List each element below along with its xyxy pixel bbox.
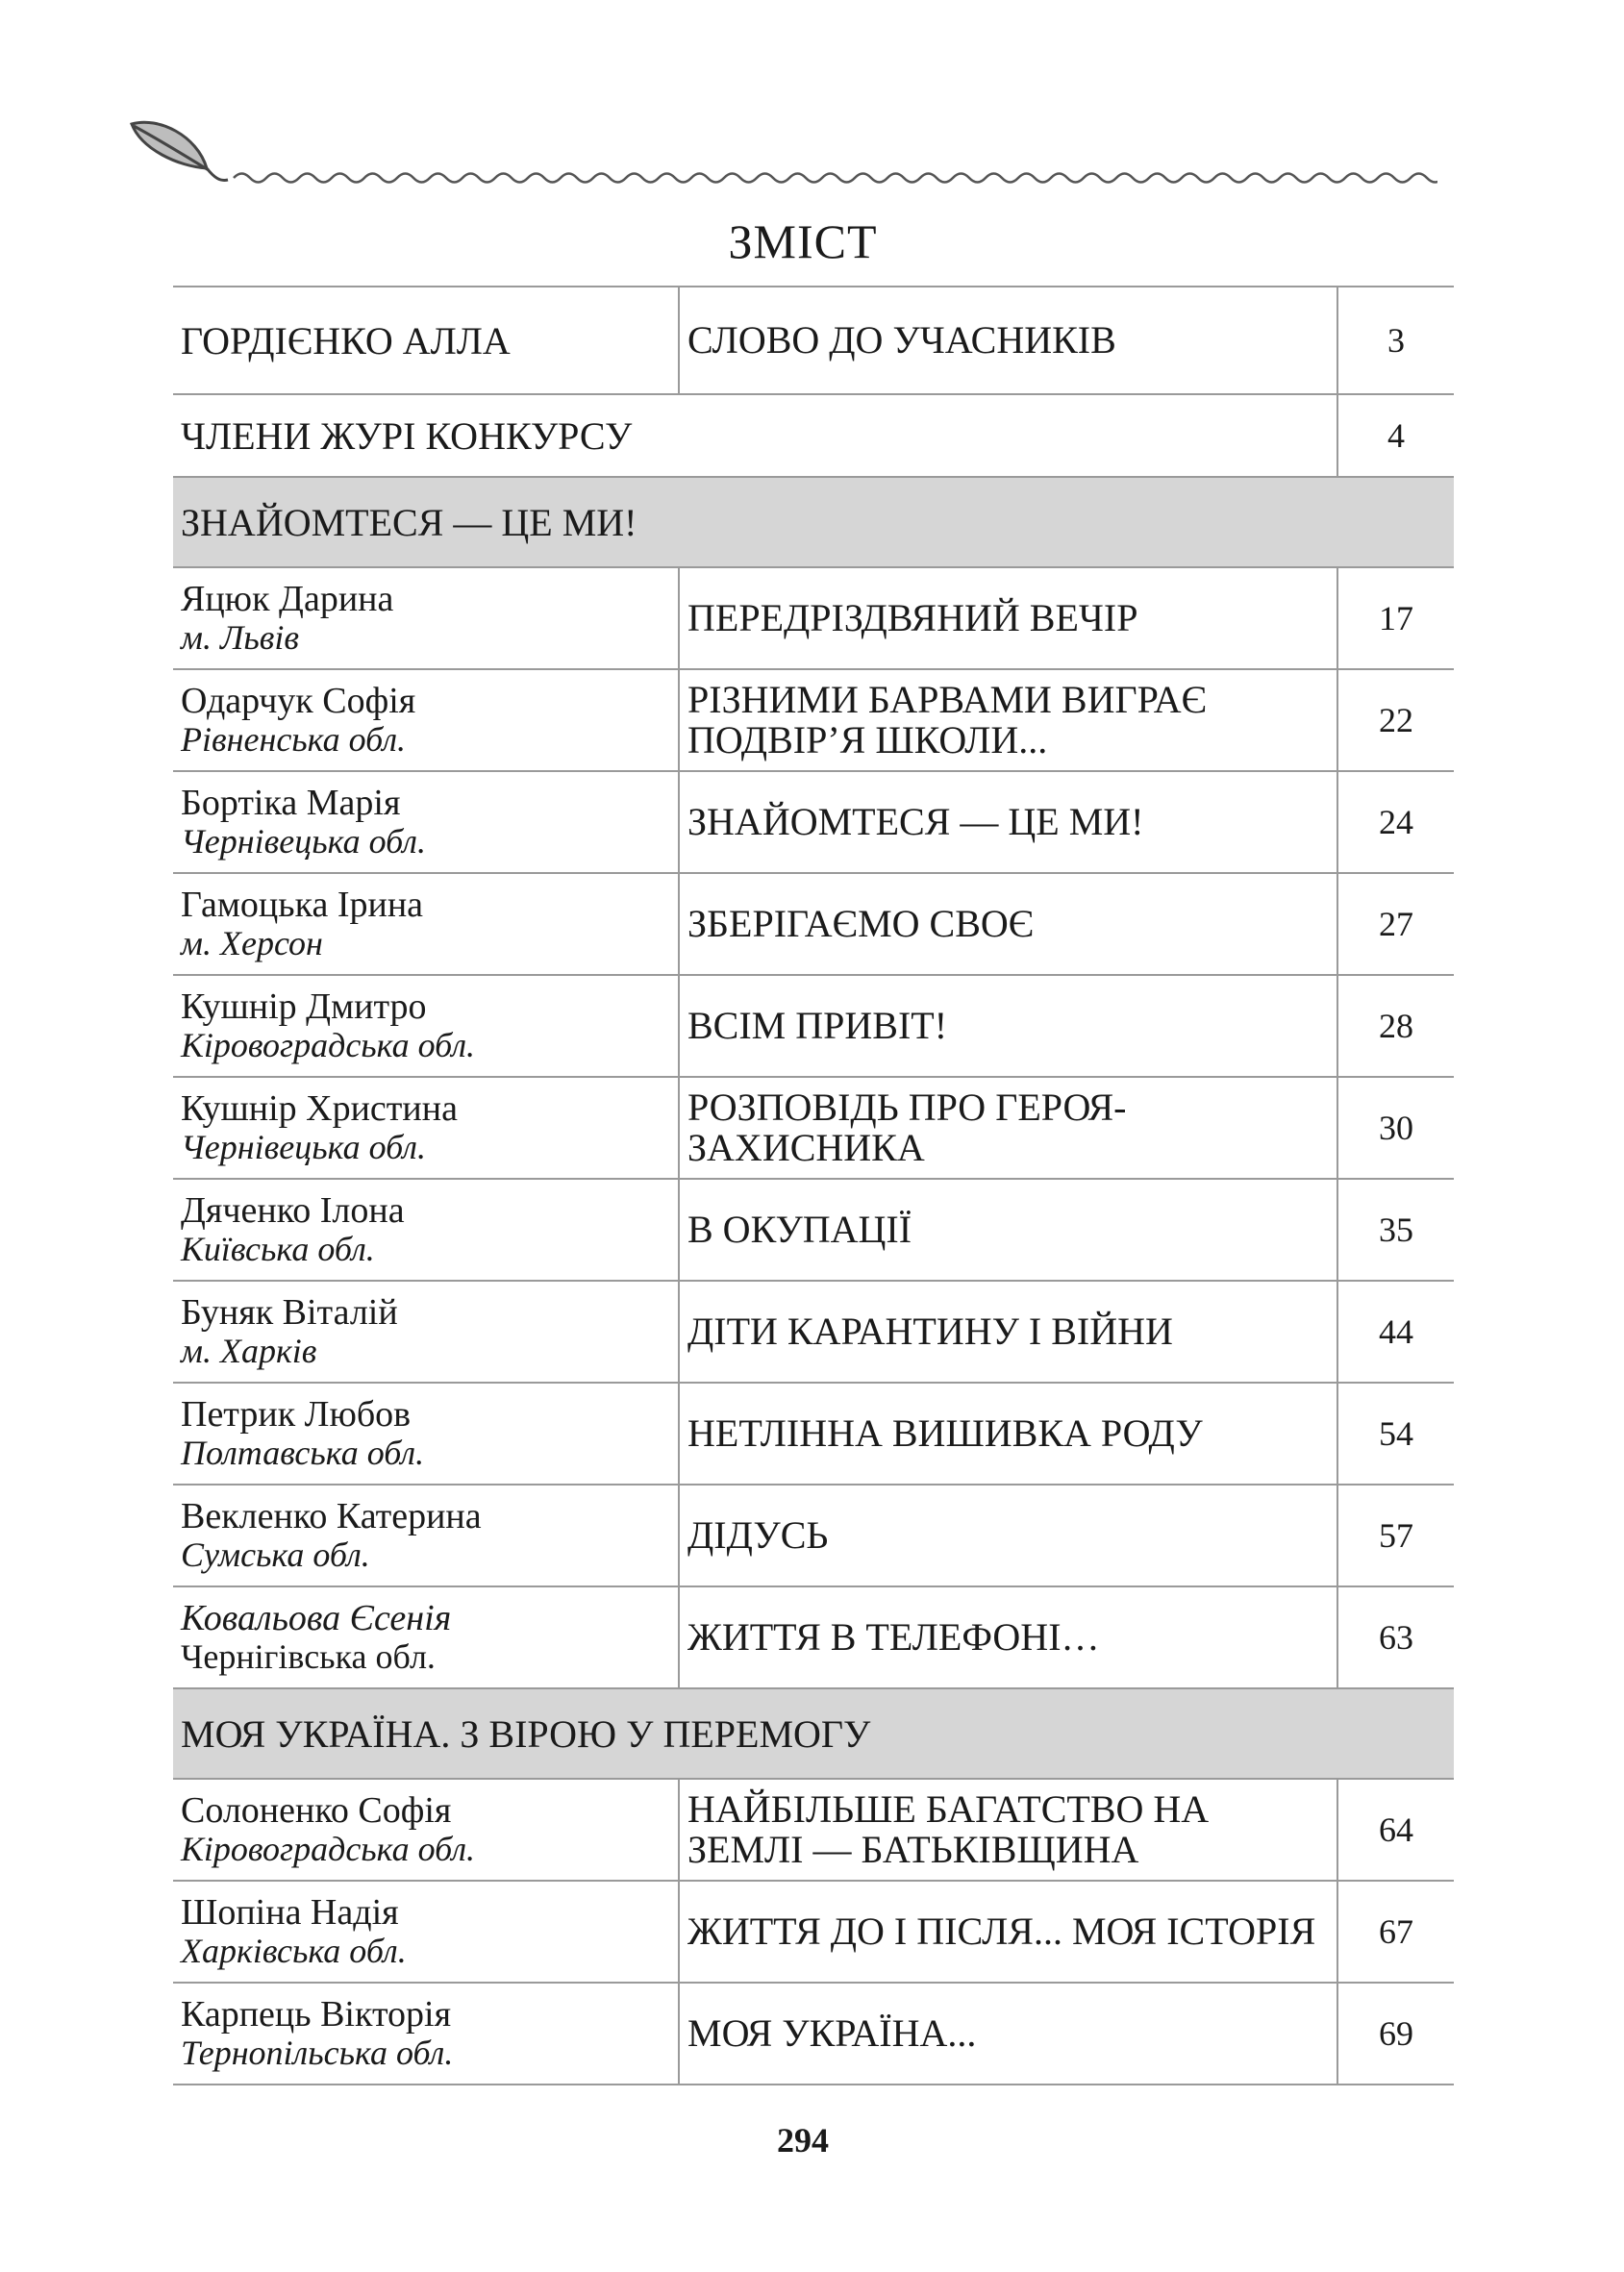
toc-entry-row[interactable] — [173, 873, 1454, 975]
toc-entry-title: РОЗПОВІДЬ ПРО ГЕРОЯ-ЗАХИСНИКА — [679, 1077, 1337, 1179]
toc-entry-page: 67 — [1337, 1881, 1454, 1983]
author-region: Чернівецька обл. — [181, 822, 427, 861]
toc-entry-page: 44 — [1337, 1281, 1454, 1383]
author-region: Харківська обл. — [181, 1932, 407, 1970]
author-name: Шопіна Надія — [181, 1892, 399, 1933]
author-region: Київська обл. — [181, 1230, 375, 1268]
wave-line — [234, 174, 1437, 183]
toc-entry-page: 28 — [1337, 975, 1454, 1077]
toc-entry-title: ЖИТТЯ В ТЕЛЕФОНІ… — [679, 1586, 1337, 1688]
author-region: Чернігівська обл. — [181, 1637, 436, 1676]
toc-entry-author — [173, 1179, 679, 1281]
toc-section-header — [173, 1688, 1454, 1779]
toc-entry-row[interactable] — [173, 567, 1454, 669]
toc-entry-page: 69 — [1337, 1983, 1454, 2085]
author-name: Петрик Любов — [181, 1394, 412, 1435]
toc-entry-title: ДІДУСЬ — [679, 1485, 1337, 1586]
author-name: Буняк Віталій — [181, 1292, 398, 1333]
toc-intro-title: СЛОВО ДО УЧАСНИКІВ — [679, 287, 1337, 394]
author-name: Дяченко Ілона — [181, 1190, 405, 1231]
toc-entry-author — [173, 1077, 679, 1179]
author-region: м. Херсон — [181, 924, 323, 962]
page-number: 294 — [777, 2121, 829, 2160]
toc-entry-row[interactable] — [173, 1485, 1454, 1586]
toc-section-header — [173, 477, 1454, 567]
toc-entry-author — [173, 1779, 679, 1881]
toc-entry-title: МОЯ УКРАЇНА... — [679, 1983, 1337, 2085]
author-name: Яцюк Дарина — [181, 579, 394, 619]
toc-entry-row[interactable] — [173, 771, 1454, 873]
toc-entry-page: 57 — [1337, 1485, 1454, 1586]
toc-entry-title: ДІТИ КАРАНТИНУ І ВІЙНИ — [679, 1281, 1337, 1383]
author-region: Полтавська обл. — [181, 1434, 425, 1472]
toc-entry-author — [173, 1586, 679, 1688]
toc-entry-row[interactable] — [173, 1586, 1454, 1688]
toc-entry-title: ЗНАЙОМТЕСЯ — ЦЕ МИ! — [679, 771, 1337, 873]
toc-entry-title: ЗБЕРІГАЄМО СВОЄ — [679, 873, 1337, 975]
toc-table — [173, 286, 1454, 2085]
toc-entry-page: 17 — [1337, 567, 1454, 669]
author-region: Сумська обл. — [181, 1535, 370, 1574]
author-region: м. Харків — [181, 1332, 317, 1370]
toc-entry-title: ВСІМ ПРИВІТ! — [679, 975, 1337, 1077]
author-name: Одарчук Софія — [181, 681, 416, 721]
toc-entry-row[interactable] — [173, 1179, 1454, 1281]
toc-intro-page: 3 — [1337, 287, 1454, 394]
toc-heading: ЗМІСТ — [728, 214, 878, 268]
author-region: Кіровоградська обл. — [181, 1026, 476, 1064]
toc-entry-title: НЕТЛІННА ВИШИВКА РОДУ — [679, 1383, 1337, 1485]
feather-icon — [132, 122, 228, 180]
toc-entry-author — [173, 1983, 679, 2085]
toc-section-title: ЗНАЙОМТЕСЯ — ЦЕ МИ! — [173, 477, 1454, 567]
author-region: м. Львів — [181, 618, 299, 657]
author-region: Рівненська обл. — [181, 720, 407, 759]
toc-jury-title: ЧЛЕНИ ЖУРІ КОНКУРСУ — [173, 394, 1337, 477]
author-name: Карпець Вікторія — [181, 1994, 452, 2035]
toc-entry-author — [173, 1485, 679, 1586]
toc-entry-page: 27 — [1337, 873, 1454, 975]
toc-entry-page: 22 — [1337, 669, 1454, 771]
toc-entry-author — [173, 1881, 679, 1983]
toc-row-jury[interactable] — [173, 394, 1454, 477]
toc-entry-page: 30 — [1337, 1077, 1454, 1179]
toc-row-intro[interactable] — [173, 287, 1454, 394]
toc-entry-title: НАЙБІЛЬШЕ БАГАТСТВО НА ЗЕМЛІ — БАТЬКІВЩИНА — [679, 1779, 1337, 1881]
feather-wave-ornament — [120, 111, 1437, 197]
toc-entry-page: 35 — [1337, 1179, 1454, 1281]
toc-entry-row[interactable] — [173, 975, 1454, 1077]
author-name: Солоненко Софія — [181, 1790, 452, 1831]
toc-entry-author — [173, 669, 679, 771]
author-region: Тернопільська обл. — [181, 2034, 454, 2072]
toc-entry-page: 64 — [1337, 1779, 1454, 1881]
toc-entry-page: 54 — [1337, 1383, 1454, 1485]
toc-intro-author: ГОРДІЄНКО АЛЛА — [173, 287, 679, 394]
toc-entry-author — [173, 873, 679, 975]
author-name: Кушнір Дмитро — [181, 986, 427, 1027]
toc-entry-title: РІЗНИМИ БАРВАМИ ВИГРАЄ ПОДВІР’Я ШКОЛИ... — [679, 669, 1337, 771]
author-name: Бортіка Марія — [181, 783, 401, 823]
author-name: Гамоцька Ірина — [181, 885, 424, 925]
author-name: Кушнір Христина — [181, 1088, 458, 1129]
toc-entry-row[interactable] — [173, 1983, 1454, 2085]
toc-section-title: МОЯ УКРАЇНА. З ВІРОЮ У ПЕРЕМОГУ — [173, 1688, 1454, 1779]
toc-entry-author — [173, 1383, 679, 1485]
toc-entry-author — [173, 567, 679, 669]
toc-entry-title: В ОКУПАЦІЇ — [679, 1179, 1337, 1281]
toc-entry-row[interactable] — [173, 1881, 1454, 1983]
toc-entry-page: 63 — [1337, 1586, 1454, 1688]
author-region: Кіровоградська обл. — [181, 1830, 476, 1868]
toc-entry-row[interactable] — [173, 1383, 1454, 1485]
toc-entry-author — [173, 975, 679, 1077]
toc-entry-row[interactable] — [173, 1077, 1454, 1179]
toc-entry-row[interactable] — [173, 1779, 1454, 1881]
toc-entry-author — [173, 1281, 679, 1383]
author-name: Векленко Катерина — [181, 1496, 482, 1536]
toc-entry-title: ПЕРЕДРІЗДВЯНИЙ ВЕЧІР — [679, 567, 1337, 669]
author-region: Чернівецька обл. — [181, 1128, 427, 1166]
author-name: Ковальова Єсенія — [181, 1598, 452, 1638]
toc-entry-row[interactable] — [173, 1281, 1454, 1383]
toc-entry-page: 24 — [1337, 771, 1454, 873]
toc-jury-page: 4 — [1337, 394, 1454, 477]
toc-entry-author — [173, 771, 679, 873]
toc-entry-title: ЖИТТЯ ДО І ПІСЛЯ... МОЯ ІСТОРІЯ — [679, 1881, 1337, 1983]
toc-entry-row[interactable] — [173, 669, 1454, 771]
